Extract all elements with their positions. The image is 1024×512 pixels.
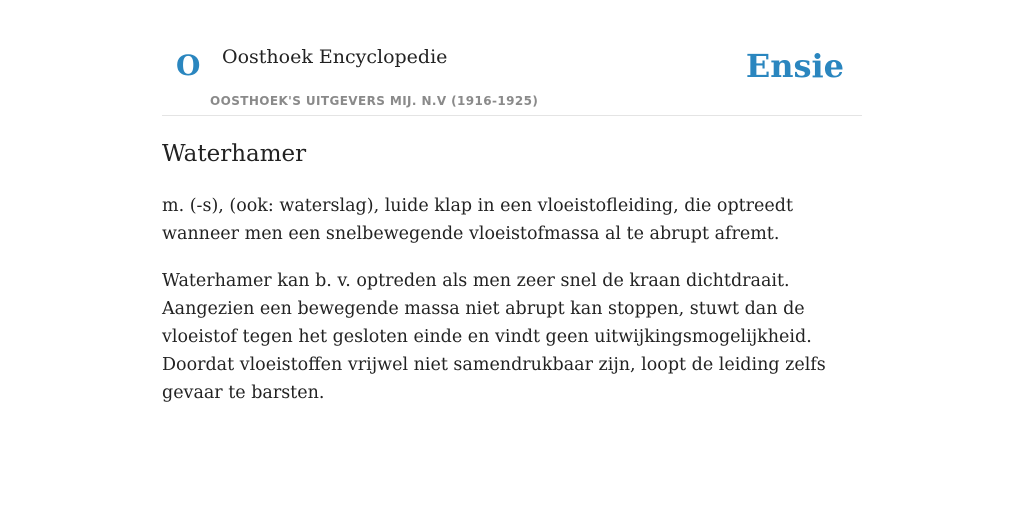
entry-paragraph: m. (-s), (ook: waterslag), luide klap in een vloeistofleiding, die optreedt wanneer men een snelbewegende vloeistofmassa al te abrupt afremt. (162, 195, 793, 244)
entry-title: Waterhamer (162, 141, 307, 167)
site-name-link[interactable]: Oosthoek Encyclopedie (222, 46, 448, 68)
site-header (162, 30, 862, 116)
entry-body (162, 192, 862, 407)
entry-paragraph: Waterhamer kan b. v. optreden als men zeer snel de kraan dichtdraait. Aangezien een bewegende massa niet abrupt kan stoppen, stuwt dan de vloeistof tegen het gesloten einde en vindt geen uitwijkingsmogelijkheid. Doordat vloeistoffen vrijwel niet samendrukbaar zijn, loopt de leiding zelfs gevaar te barsten. (162, 270, 826, 403)
content-container (162, 30, 862, 407)
logo-icon[interactable]: O (176, 49, 201, 82)
publisher-label: OOSTHOEK'S UITGEVERS MIJ. N.V (1916-1925) (210, 94, 539, 108)
ensie-brand-link[interactable]: Ensie (745, 47, 844, 85)
